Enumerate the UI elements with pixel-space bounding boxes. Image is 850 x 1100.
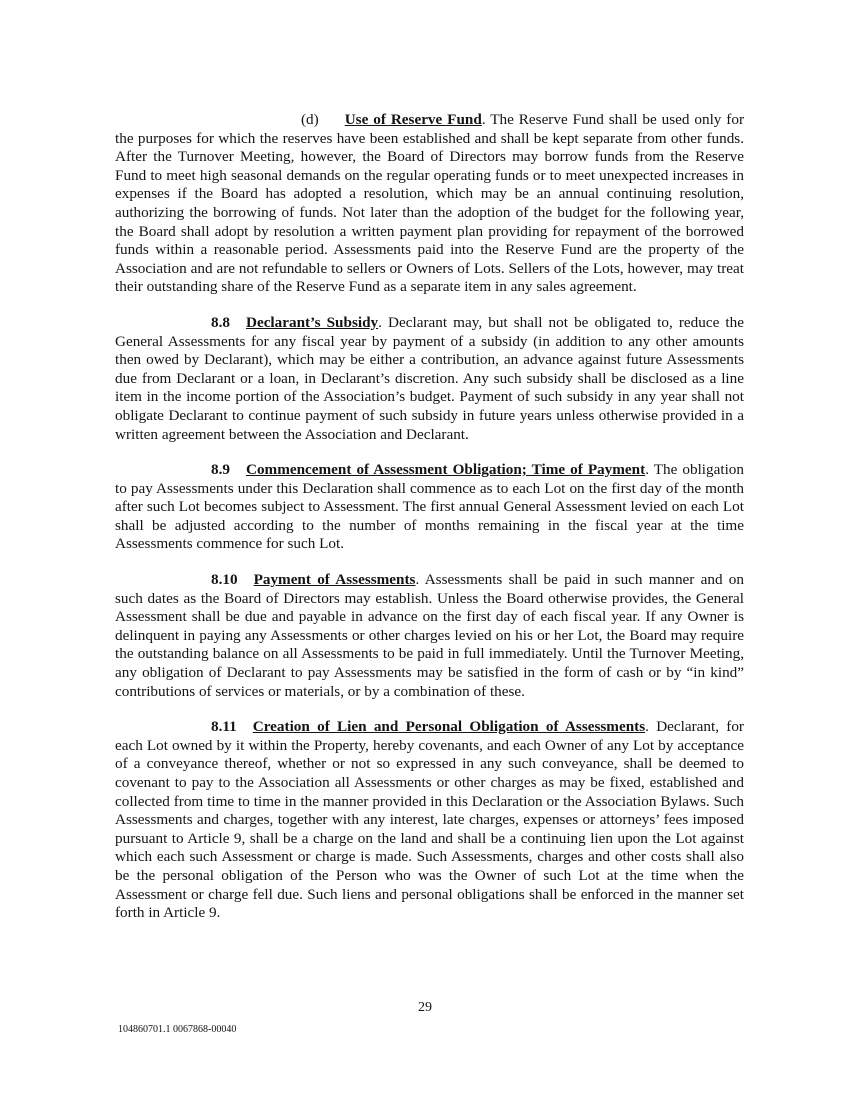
section-text: . The Reserve Fund shall be used only for the purposes for which the reserves have been established and shall be kept separate from other funds. After the Turnover Meeting, however, the Board of Directors may borrow funds from the Reserve Fund to meet high seasonal demands on the regular operating funds or to meet unexpected increases in expenses if the Board has adopted a resolution, which may be an annual continuing resolution, authorizing the borrowing of funds. Not later than the adoption of the budget for the following year, the Board shall adopt by resolution a written payment plan providing for repayment of the borrowed funds within a reasonable period. Assessments paid into the Reserve Fund are the property of the Association and are not refundable to sellers or Owners of Lots. Sellers of the Lots, however, may treat their outstanding share of the Reserve Fund as a separate item in any sales agreement. — [115, 111, 745, 296]
document-body — [115, 111, 744, 940]
document-id: 104860701.1 0067868-00040 — [118, 1024, 237, 1035]
section-heading: Use of Reserve Fund — [344, 111, 482, 128]
section-text: . Declarant, for each Lot owned by it within the Property, hereby covenants, and each Owner of any Lot by acceptance of a conveyance thereof, whether or not so expressed in any such conveyance, shall be deemed to covenant to pay to the Association all Assessments or other charges as may be fixed, established and collected from time to time in the manner provided in this Declaration or the Association Bylaws. Such Assessments and charges, together with any interest, late charges, expenses or attorneys’ fees imposed pursuant to Article 9, shall be a charge on the land and shall be a continuing lien upon the Lot against which each such Assessment or charge is made. Such Assessments, charges and other costs shall also be the personal obligation of the Person who was the Owner of such Lot at the time when the Assessment or charge fell due. Such liens and personal obligations shall be enforced in the manner set forth in Article 9. — [115, 718, 744, 922]
section-number: 8.9 — [211, 461, 230, 479]
section-8-11 — [115, 718, 744, 923]
section-text: . Declarant may, but shall not be obligated to, reduce the General Assessments for any fiscal year by payment of a subsidy (in addition to any other amounts then owed by Declarant), which may be either a contribution, an advance against future Assessments due from Declarant or a loan, in Declarant’s discretion. Any such subsidy shall be disclosed as a line item in the income portion of the Association’s budget. Payment of such subsidy in any year shall not obligate Declarant to continue payment of such subsidy in future years unless otherwise provided in a written agreement between the Association and Declarant. — [115, 313, 744, 443]
section-8-8 — [115, 314, 744, 444]
section-number: 8.10 — [211, 571, 238, 589]
section-marker: (d) — [301, 111, 319, 128]
page-number: 29 — [418, 1000, 432, 1015]
section-number: 8.8 — [211, 313, 230, 331]
section-number: 8.11 — [211, 718, 237, 736]
section-heading: Commencement of Assessment Obligation; Time of Payment — [245, 461, 646, 479]
section-text: . Assessments shall be paid in such manner and on such dates as the Board of Directors may establish. Unless the Board otherwise provides, the General Assessment shall be due and payable in advance on the first day of each fiscal year. If any Owner is delinquent in paying any Assessments or other charges levied on his or her Lot, the Board may require the outstanding balance on all Assessments to be paid in full immediately. Until the Turnover Meeting, any obligation of Declarant to pay Assessments may be satisfied in the form of cash or by “in kind” contributions of services or materials, or by a combination of these. — [115, 571, 744, 700]
section-8-9 — [115, 461, 744, 554]
section-8-10 — [115, 571, 744, 701]
section-text: . The obligation to pay Assessments under this Declaration shall commence as to each Lot on the first day of the month after such Lot becomes subject to Assessment. The first annual General Assessment levied on each Lot shall be adjusted according to the number of months remaining in the fiscal year at the time Assessments commence for such Lot. — [115, 461, 744, 553]
section-heading: Payment of Assessments — [253, 571, 416, 589]
section-heading: Creation of Lien and Personal Obligation of Assessments — [252, 718, 646, 736]
section-reserve-fund-use — [115, 111, 744, 297]
section-heading: Declarant’s Subsidy — [245, 313, 379, 331]
